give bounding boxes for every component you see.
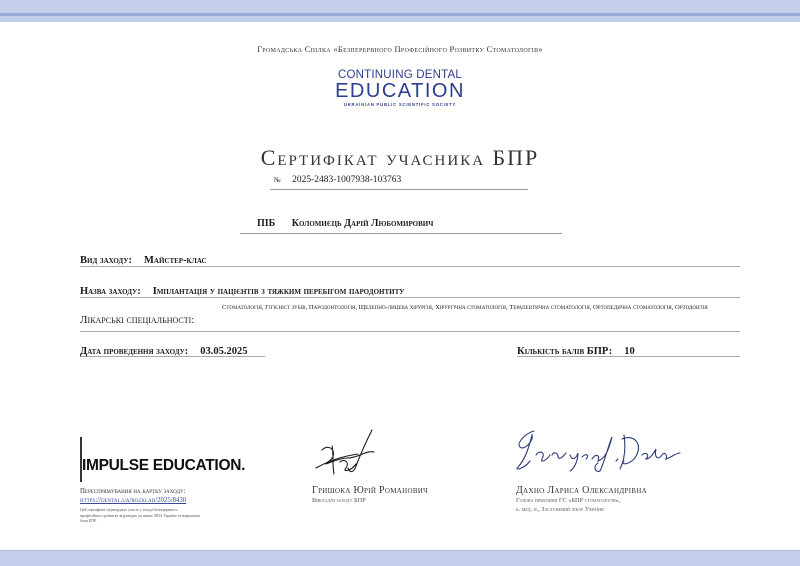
event-date-label: Дата проведення заходу: (80, 346, 189, 357)
event-type-value: Майстер-клас (143, 255, 207, 266)
points-label: Кількість балів БПР: (517, 346, 613, 357)
signature-lecturer (310, 428, 380, 478)
certificate-title: Сертифікат учасника БПР (260, 145, 540, 170)
points-value: 10 (624, 346, 635, 357)
event-name-label: Назва заходу: (80, 286, 141, 297)
logo-line-3: UKRAINIAN PUBLIC SCIENTIFIC SOCIETY (343, 102, 457, 107)
participant-name: Коломиєць Дарій Любомирович (291, 218, 434, 229)
certificate-number-field (270, 175, 528, 190)
signer-head-name: Дахно Лариса Олександрівна (516, 485, 647, 496)
event-type-row (80, 250, 740, 267)
event-date-value: 03.05.2025 (200, 346, 248, 357)
participant-name-label: ПІБ (257, 218, 276, 229)
cde-logo (330, 69, 470, 109)
event-type-label: Вид заходу: (80, 255, 132, 266)
verify-label: Переспрямування на картку заходу: (80, 488, 186, 495)
impulse-education-logo (80, 437, 246, 482)
signer-lecturer (312, 485, 428, 505)
event-date-row (80, 341, 265, 357)
signer-lecturer-role: Викладач заходу БПР (312, 497, 366, 504)
signer-head (516, 485, 647, 514)
fine-print: Цей сертифікат підтверджує участь у заході безперервного професійного розвитку відповідно до вимог МОЗ України та нараховані бали БПР. (80, 508, 200, 523)
signature-head (512, 425, 682, 475)
signer-head-role-2: к. мед. н., Заслужений лікар України (516, 506, 604, 513)
logo-line-1: CONTINUING DENTAL (338, 69, 462, 81)
event-name-value: Імплантація у пацієнтів з тяжким перебігом пародонтиту (152, 286, 405, 297)
event-name-row (80, 281, 740, 298)
top-decorative-band (0, 0, 800, 22)
bottom-decorative-band (0, 550, 800, 566)
provider-brand: IMPULSE EDUCATION. (82, 457, 246, 474)
participant-name-field (240, 218, 562, 234)
specialties-value: Стоматологія, Гігієніст зубів, Пародонтологія, Щелепно-лицева хірургія, Хірургічна стоматологія, Терапевтична стоматологія, Ортопедична стоматологія, Ортодонтія (222, 304, 708, 311)
top-band-stripe (0, 13, 800, 16)
specialties-label: Лікарські спеціальності: (80, 314, 195, 326)
certificate-number: 2025-2483-1007938-103763 (292, 175, 402, 185)
signer-lecturer-name: Гришока Юрій Романович (312, 485, 429, 496)
verify-link[interactable]: https://dental.ua/rozklad/2025/8430 (80, 497, 187, 504)
points-row (517, 341, 740, 357)
logo-line-2: EDUCATION (335, 80, 465, 102)
number-sign: № (274, 176, 281, 184)
organization-title: Громадська Спілка «Безперервного Професійного Розвитку Стоматологів» (257, 44, 543, 54)
specialties-row (80, 300, 740, 332)
signer-head-role-1: Голова правління ГС «БПР стоматологів», (516, 497, 621, 504)
